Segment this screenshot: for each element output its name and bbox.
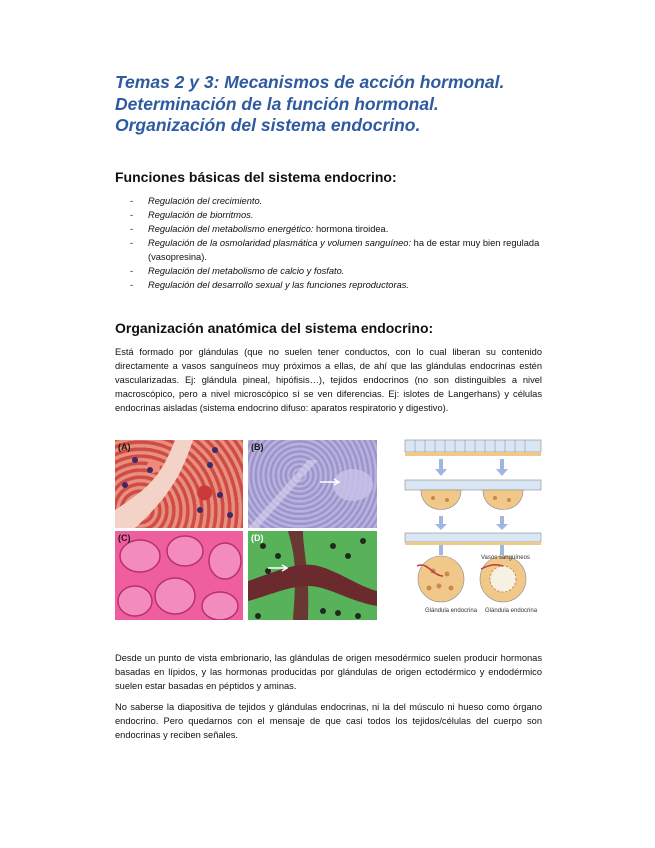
title-line-3: Organización del sistema endocrino. (115, 115, 421, 135)
paragraph-note: No saberse la diapositiva de tejidos y glándulas endocrinas, ni la del músculo ni hueso como órgano endocrino. Pero quedarnos con el mensaje de que casi todos los tejidos/células del cuerpo son endocrinas y reciben señales. (115, 702, 542, 740)
title-line-2: Determinación de la función hormonal. (115, 93, 439, 114)
list-item (130, 194, 545, 208)
list-item (130, 236, 545, 264)
micrograph-b-texture (248, 440, 377, 528)
islet-region (333, 469, 373, 501)
epithelium-row-1 (405, 440, 541, 456)
section-heading-anatomy: Organización anatómica del sistema endocrino: (115, 320, 434, 336)
micrograph-panel-c (115, 531, 243, 620)
list-item-italic: Regulación del desarrollo sexual y las funciones reproductoras. (148, 280, 409, 290)
list-item (130, 278, 545, 292)
paragraph-anatomy: Está formado por glándulas (que no suelen tener conductos, con lo cual liberan su contenido directamente a vasos sanguíneos muy próximos a ellas, de ahí que las glándulas endocrinas estén vascularizadas. Ej: glándula pineal, hipófisis…), tejidos endocrinos (no son distinguibles a nivel macroscópico, pero a nivel microscópico sí se ven diferencias. Ej: islotes de Langerhans) y células endocrinas aisladas (sistema endocrino difuso: aparatos respiratorio y digestivo). (115, 347, 542, 413)
label-gland-left: Glándula endocrina (425, 608, 478, 614)
list-item (130, 208, 545, 222)
panel-label-a: (A) (118, 442, 131, 452)
list-item-text: hormona tiroidea. (313, 224, 389, 234)
list-item-italic: Regulación del crecimiento. (148, 196, 263, 206)
epithelium-row-2 (405, 480, 541, 510)
list-item (130, 222, 545, 236)
epithelium-row-3 (405, 533, 541, 555)
micrograph-panel-b (248, 440, 377, 528)
endocrine-gland-right (480, 556, 526, 602)
panel-label-d: (D) (251, 533, 264, 543)
label-gland-right: Glándula endocrina (485, 608, 538, 614)
arrow-down-icon (435, 516, 508, 530)
list-item (130, 264, 545, 278)
micrograph-a-texture (115, 440, 243, 528)
arrow-down-icon (435, 459, 508, 476)
micrograph-c-texture (115, 531, 243, 620)
section-heading-functions: Funciones básicas del sistema endocrino: (115, 169, 397, 185)
panel-label-b: (B) (251, 442, 264, 452)
micrograph-d-texture (248, 531, 377, 620)
list-item-italic: Regulación de la osmolaridad plasmática y volumen sanguíneo: (148, 238, 412, 248)
micrograph-panel-a (115, 440, 243, 528)
list-item-text: ha de estar muy bien regulada (vasopresina). (148, 238, 540, 262)
title-line-1: Temas 2 y 3: Mecanismos de acción hormonal. (115, 72, 505, 92)
page-title (115, 72, 585, 137)
endocrine-gland-left (417, 556, 464, 602)
list-item-italic: Regulación de biorritmos. (148, 210, 254, 220)
list-item-italic: Regulación del metabolismo de calcio y fosfato. (148, 266, 345, 276)
list-item-italic: Regulación del metabolismo energético: (148, 224, 314, 234)
paragraph-embryology: Desde un punto de vista embrionario, las glándulas de origen mesodérmico suelen producir hormonas basadas en lípidos, y las hormonas producidas por glándulas de origen ectodérmico y endodérmico suelen estar basadas en péptidos y aminas. (115, 653, 542, 691)
functions-list (130, 194, 545, 292)
micrograph-panel-d (248, 531, 377, 620)
panel-label-c: (C) (118, 533, 131, 543)
gland-formation-diagram (403, 436, 543, 622)
label-vessels: Vasos sanguíneos (481, 555, 530, 561)
